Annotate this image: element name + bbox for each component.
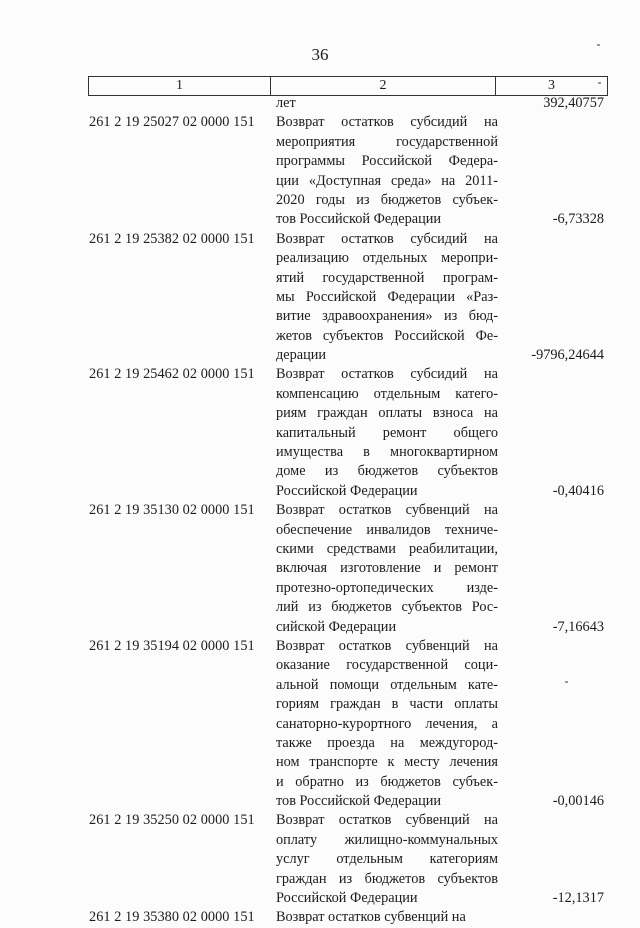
item-description-line: сийской Федерации <box>276 618 397 635</box>
scan-artifact <box>598 82 601 84</box>
table-line <box>0 579 640 598</box>
item-description-line: тов Российской Федерации <box>276 211 442 228</box>
item-description-line: граждан из бюджетов субъектов <box>276 870 498 887</box>
table-line <box>0 753 640 772</box>
budget-code: 261 2 19 25462 02 0000 151 <box>89 366 255 383</box>
table-line <box>0 521 640 540</box>
table-line <box>0 637 640 656</box>
budget-code: 261 2 19 35194 02 0000 151 <box>89 637 255 654</box>
column-header-2: 2 <box>271 77 496 95</box>
item-description-line: обеспечение инвалидов техниче- <box>276 521 498 538</box>
table-line <box>0 443 640 462</box>
item-description-line: ции «Доступная среда» на 2011- <box>276 172 498 189</box>
table-line <box>0 598 640 617</box>
table-line <box>0 346 640 365</box>
item-description-line: жетов субъектов Российской Фе- <box>276 327 498 344</box>
budget-code: 261 2 19 35250 02 0000 151 <box>89 812 255 829</box>
budget-code: 261 2 19 25382 02 0000 151 <box>89 230 255 247</box>
table-line <box>0 307 640 326</box>
item-description-line: оказание государственной соци- <box>276 657 498 674</box>
item-description-line: услуг отдельным категориям <box>276 851 498 868</box>
item-description-line: реализацию отдельных меропри- <box>276 250 498 267</box>
table-line <box>0 210 640 229</box>
table-line <box>0 365 640 384</box>
item-description-line: лет <box>276 95 296 111</box>
item-description-line: скими средствами реабилитации, <box>276 540 498 557</box>
column-header-3: 3 <box>548 78 555 93</box>
table-line <box>0 831 640 850</box>
item-description-line: витие здравоохранения» из бюд- <box>276 308 498 325</box>
item-description-line: программы Российской Федера- <box>276 153 498 170</box>
scan-artifact <box>597 44 600 46</box>
table-line <box>0 773 640 792</box>
table-line <box>0 792 640 811</box>
table-line <box>0 191 640 210</box>
table-line <box>0 695 640 714</box>
budget-code: 261 2 19 35130 02 0000 151 <box>89 502 255 519</box>
item-description-line: включая изготовление и ремонт <box>276 560 498 577</box>
item-description-line: имущества в многоквартирном <box>276 444 498 461</box>
table-line <box>0 249 640 268</box>
item-description-line: мероприятия государственной <box>276 133 498 150</box>
item-description-line: и обратно из бюджетов субъек- <box>276 773 498 790</box>
table-line <box>0 501 640 520</box>
item-description-line: 2020 годы из бюджетов субъек- <box>276 191 498 208</box>
table-line <box>0 462 640 481</box>
table-line <box>0 811 640 830</box>
table-line <box>0 385 640 404</box>
item-description-line: доме из бюджетов субъектов <box>276 463 498 480</box>
table-line <box>0 172 640 191</box>
item-description-line: гориям граждан в части оплаты <box>276 696 498 713</box>
item-description-line: оплату жилищно-коммунальных <box>276 831 498 848</box>
table-line <box>0 850 640 869</box>
item-description-line: Возврат остатков субсидий на <box>276 230 498 247</box>
table-line <box>0 870 640 889</box>
budget-code: 261 2 19 35380 02 0000 151 <box>89 909 255 926</box>
table-line <box>0 152 640 171</box>
table-line <box>0 133 640 152</box>
item-description-line: Российской Федерации <box>276 482 418 499</box>
budget-code: 261 2 19 25027 02 0000 151 <box>89 114 255 131</box>
amount-value: 392,40757 <box>543 95 604 111</box>
item-description-line: альной помощи отдельным кате- <box>276 676 498 693</box>
table-line <box>0 540 640 559</box>
table-line <box>0 327 640 346</box>
item-description-line: тов Российской Федерации <box>276 793 442 810</box>
table-line <box>0 656 640 675</box>
item-description-line: Возврат остатков субсидий на <box>276 114 498 131</box>
item-description-line: протезно-ортопедических изде- <box>276 579 498 596</box>
item-description-line: лий из бюджетов субъектов Рос- <box>276 599 498 616</box>
table-line <box>0 482 640 501</box>
item-description-line: Возврат остатков субвенций на <box>276 909 466 926</box>
item-description-line: Возврат остатков субвенций на <box>276 502 498 519</box>
amount-value: -6,73328 <box>552 211 604 228</box>
table-line <box>0 94 640 113</box>
amount-value: -0,00146 <box>552 793 604 810</box>
item-description-line: санаторно-курортного лечения, а <box>276 715 498 732</box>
item-description-line: Возврат остатков субвенций на <box>276 812 498 829</box>
budget-table-body <box>0 94 640 928</box>
amount-value: -12,1317 <box>552 890 604 907</box>
amount-value: -7,16643 <box>552 618 604 635</box>
table-line <box>0 715 640 734</box>
item-description-line: капитальный ремонт общего <box>276 424 498 441</box>
item-description-line: также проезда на междугород- <box>276 734 498 751</box>
item-description-line: риям граждан оплаты взноса на <box>276 405 498 422</box>
table-line <box>0 734 640 753</box>
table-line <box>0 269 640 288</box>
page-number: 36 <box>311 45 329 64</box>
item-description-line: Возврат остатков субвенций на <box>276 637 498 654</box>
table-line <box>0 113 640 132</box>
table-line <box>0 288 640 307</box>
table-line <box>0 404 640 423</box>
table-line <box>0 908 640 927</box>
item-description-line: ятий государственной програм- <box>276 269 498 286</box>
table-line <box>0 618 640 637</box>
amount-value: -0,40416 <box>552 482 604 499</box>
amount-value: -9796,24644 <box>531 347 604 364</box>
item-description-line: ном транспорте к месту лечения <box>276 754 498 771</box>
table-line <box>0 889 640 908</box>
item-description-line: дерации <box>276 347 327 364</box>
table-line <box>0 676 640 695</box>
item-description-line: мы Российской Федерации «Раз- <box>276 288 498 305</box>
item-description-line: Возврат остатков субсидий на <box>276 366 498 383</box>
column-header-1: 1 <box>89 77 271 95</box>
column-header-row <box>88 76 608 96</box>
table-line <box>0 230 640 249</box>
item-description-line: Российской Федерации <box>276 890 418 907</box>
scan-artifact <box>565 681 568 683</box>
table-line <box>0 424 640 443</box>
table-line <box>0 559 640 578</box>
item-description-line: компенсацию отдельным катего- <box>276 385 498 402</box>
